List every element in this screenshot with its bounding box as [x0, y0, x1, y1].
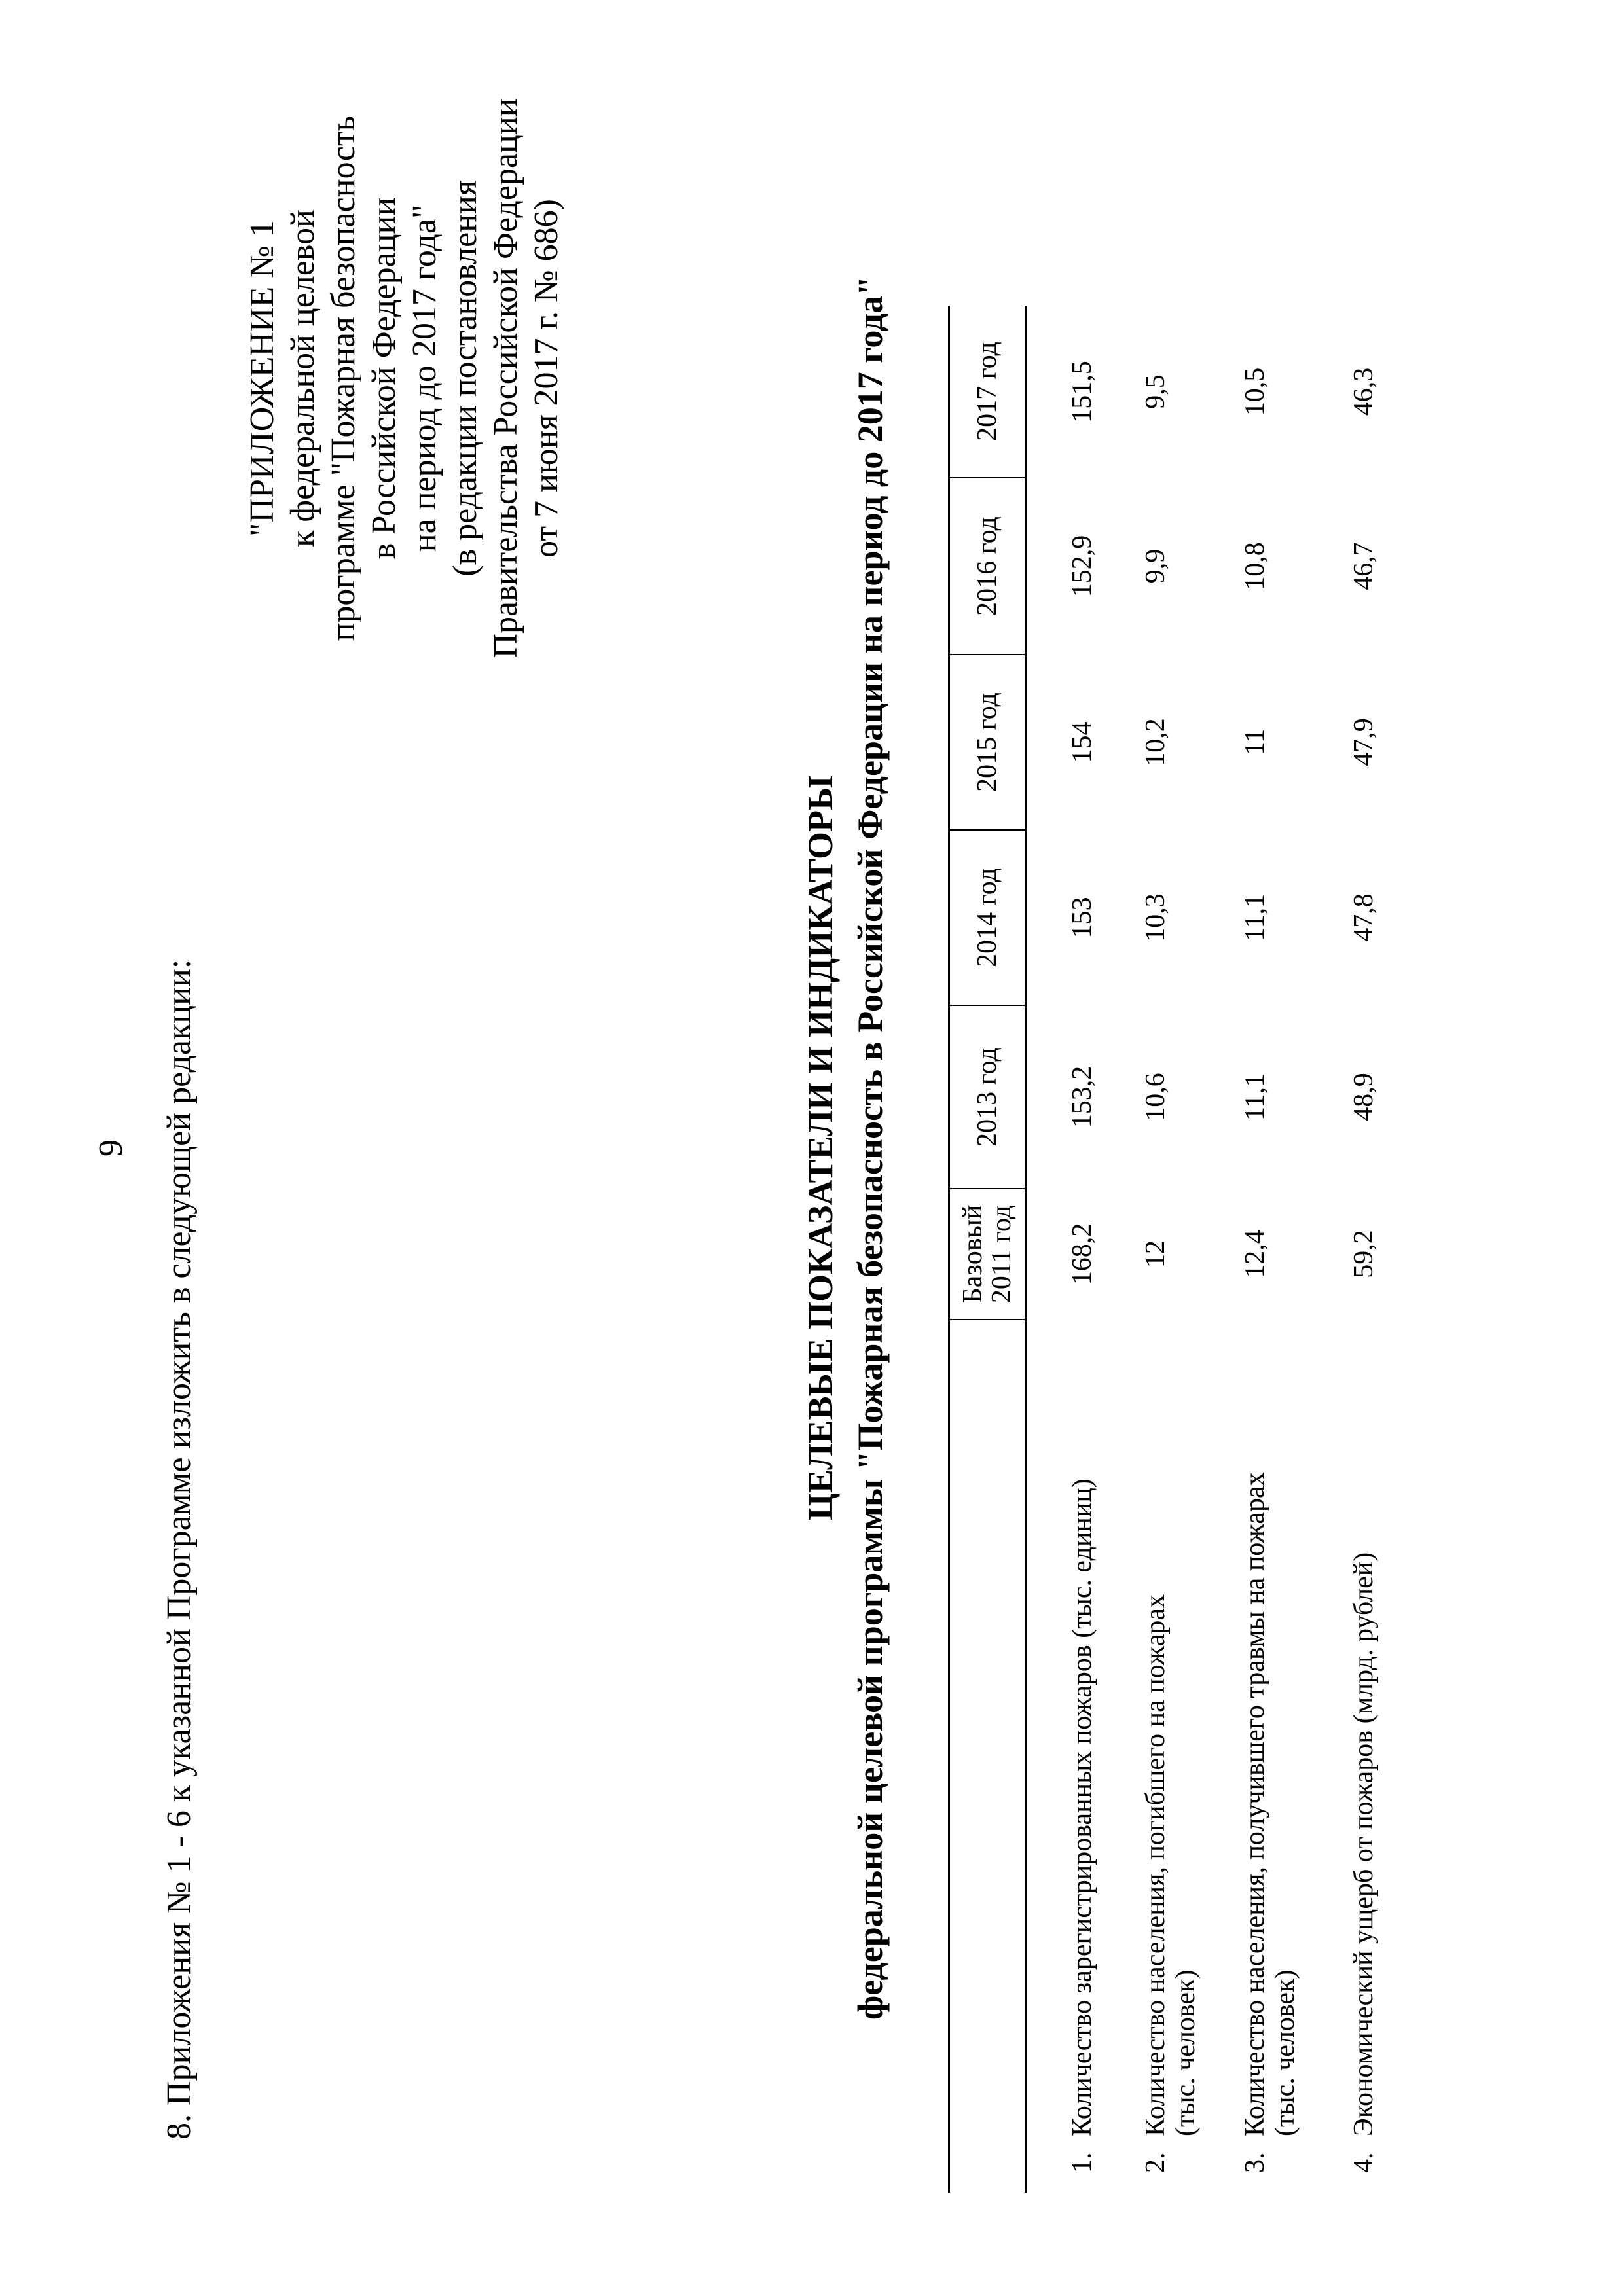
indicator-name-line: Экономический ущерб от пожаров (млрд. рублей) — [1349, 1552, 1379, 2136]
value-cell: 12,4 — [1240, 1230, 1270, 1278]
appendix-line: на период до 2017 года" — [406, 204, 443, 552]
table-row — [1026, 306, 1125, 2193]
value-cell: 59,2 — [1349, 1230, 1379, 1278]
appendix-header — [242, 51, 567, 706]
indicator-name-line: Количество зарегистрированных пожаров (тыс. единиц) — [1067, 1479, 1097, 2136]
value-cell: 47,8 — [1349, 893, 1379, 942]
header-indicator-cell — [949, 1319, 1026, 2193]
document-subtitle: федеральной целевой программы "Пожарная безопасность в Российской Федерации на период до 2017 года" — [850, 276, 890, 2020]
value-cell: 11,1 — [1240, 1073, 1270, 1121]
appendix-line: "ПРИЛОЖЕНИЕ № 1 — [244, 220, 281, 537]
header-year-2014: 2014 год — [949, 830, 1026, 1005]
page-number: 9 — [92, 1139, 130, 1157]
indicator-name — [1026, 1319, 1125, 2139]
value-cell: 46,3 — [1349, 367, 1379, 416]
appendix-line: программе "Пожарная безопасность — [325, 115, 362, 641]
value-cell: 47,9 — [1349, 718, 1379, 766]
header-base-label: Базовый — [958, 1204, 988, 1304]
row-number: 4. — [1349, 2152, 1379, 2173]
value-cell: 10,5 — [1240, 367, 1270, 416]
intro-paragraph: 8. Приложения № 1 - 6 к указанной Программе изложить в следующей редакции: — [160, 959, 198, 2140]
row-number: 3. — [1240, 2152, 1270, 2173]
appendix-line: от 7 июня 2017 г. № 686) — [528, 199, 565, 558]
header-base-year-label: 2011 год — [987, 1204, 1017, 1304]
appendix-line: в Российской Федерации — [365, 197, 403, 560]
indicator-name-line: Количество населения, погибшего на пожарах — [1140, 1594, 1171, 2136]
indicator-name-unit: (тыс. человек) — [1270, 1969, 1300, 2136]
value-cell: 10,6 — [1140, 1073, 1171, 1121]
value-cell: 11 — [1240, 728, 1270, 756]
indicators-table — [948, 306, 1388, 2193]
indicator-name-unit: (тыс. человек) — [1171, 1969, 1201, 2136]
indicator-name-line: Количество населения, получившего травмы на пожарах — [1240, 1472, 1270, 2136]
appendix-line: (в редакции постановления — [447, 180, 484, 577]
value-cell: 9,9 — [1140, 548, 1171, 584]
row-number: 1. — [1067, 2152, 1097, 2173]
header-year-2016: 2016 год — [949, 478, 1026, 655]
indicator-name — [1321, 1319, 1388, 2139]
value-cell: 152,9 — [1067, 535, 1097, 598]
value-cell: 10,8 — [1240, 542, 1270, 590]
value-cell: 46,7 — [1349, 542, 1379, 590]
header-year-2017: 2017 год — [949, 306, 1026, 478]
header-base-year — [949, 1189, 1026, 1319]
document-title: ЦЕЛЕВЫЕ ПОКАЗАТЕЛИ И ИНДИКАТОРЫ — [801, 775, 840, 1521]
table-row — [1218, 306, 1321, 2193]
appendix-line: к федеральной целевой — [284, 209, 321, 547]
value-cell: 10,3 — [1140, 893, 1171, 942]
row-number: 2. — [1140, 2152, 1171, 2173]
value-cell: 10,2 — [1140, 718, 1171, 766]
value-cell: 9,5 — [1140, 374, 1171, 409]
value-cell: 48,9 — [1349, 1073, 1379, 1121]
value-cell: 168,2 — [1067, 1223, 1097, 1285]
indicator-name — [1125, 1319, 1218, 2139]
value-cell: 11,1 — [1240, 894, 1270, 941]
value-cell: 12 — [1140, 1240, 1171, 1268]
header-year-2013: 2013 год — [949, 1005, 1026, 1189]
value-cell: 153 — [1067, 897, 1097, 939]
table-row — [1125, 306, 1218, 2193]
appendix-line: Правительства Российской Федерации — [487, 98, 524, 658]
indicator-name — [1218, 1319, 1321, 2139]
value-cell: 153,2 — [1067, 1066, 1097, 1128]
value-cell: 151,5 — [1067, 361, 1097, 423]
table-header-row — [949, 306, 1026, 2193]
value-cell: 154 — [1067, 721, 1097, 763]
table-row — [1321, 306, 1388, 2193]
header-year-2015: 2015 год — [949, 655, 1026, 830]
